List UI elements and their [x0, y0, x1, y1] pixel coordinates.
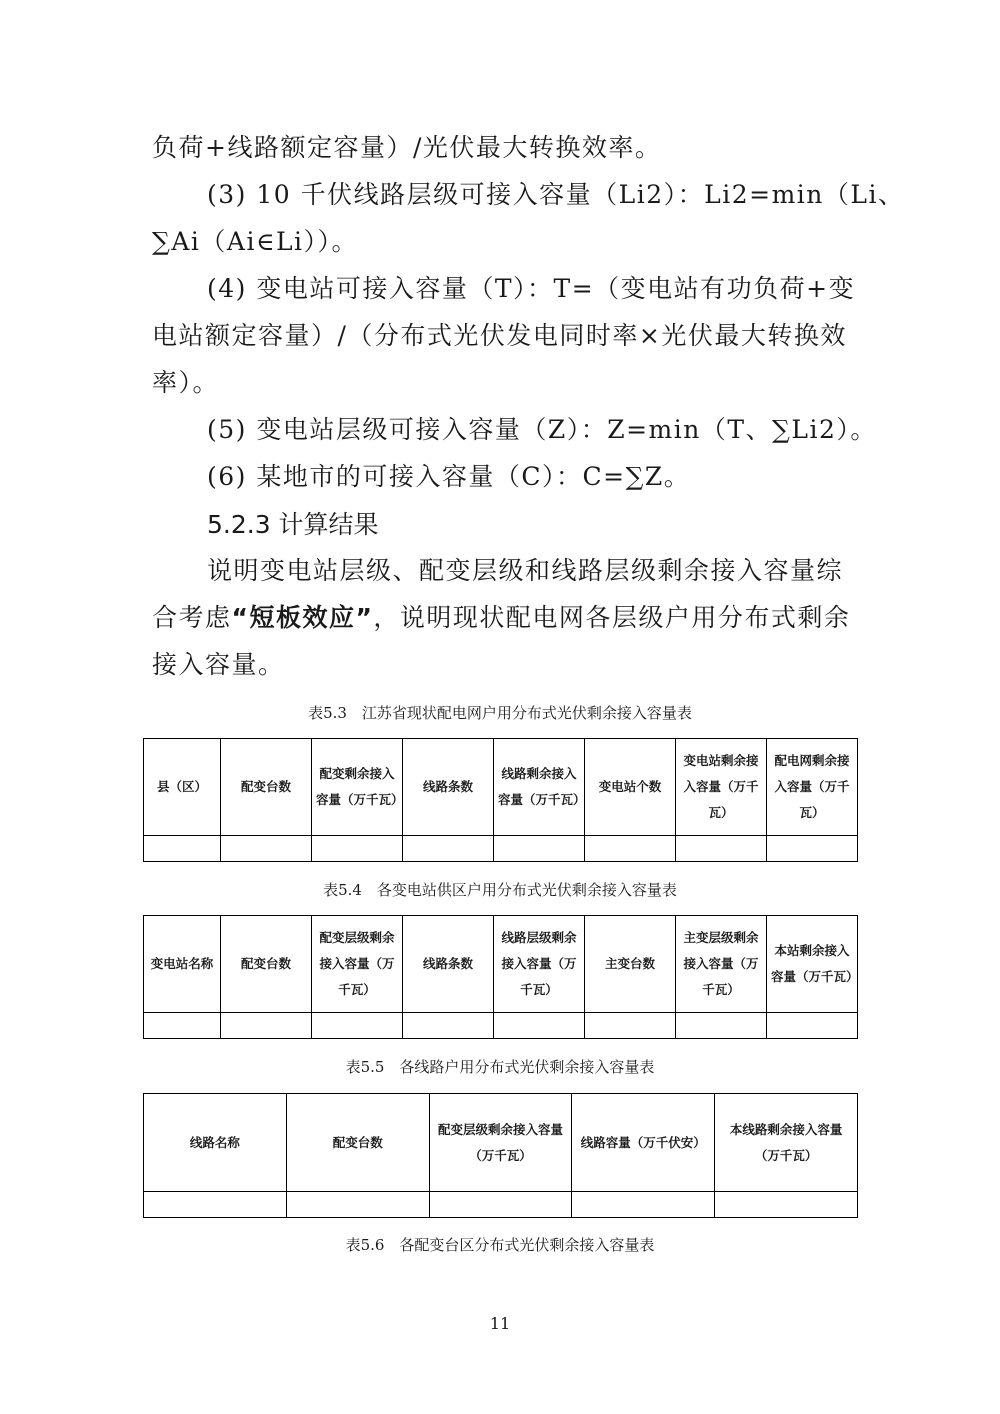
table-header-cell: 变电站剩余接入容量（万千瓦）	[676, 739, 767, 836]
para-line-4: (4) 变电站可接入容量（T）：T=（变电站有功负荷+变	[207, 274, 856, 303]
section-heading: 5.2.3 计算结果	[207, 510, 379, 539]
table-cell	[221, 1013, 312, 1039]
table-header-row	[144, 916, 858, 1013]
table-header-cell: 配变台数	[221, 916, 312, 1013]
table-cell	[312, 1013, 403, 1039]
table-header-row	[144, 739, 858, 836]
table-header-cell: 配变剩余接入容量（万千瓦）	[312, 739, 403, 836]
para-line-6: 率）。	[152, 368, 220, 397]
table-cell	[676, 836, 767, 862]
table-cell	[144, 1013, 221, 1039]
table-header-cell: 县（区）	[144, 739, 221, 836]
table-header-cell: 主变台数	[585, 916, 676, 1013]
table-5-5	[143, 1093, 858, 1218]
table-header-cell: 配变台数	[286, 1094, 429, 1192]
table-caption-5-3: 表5.3 江苏省现状配电网户用分布式光伏剩余接入容量表	[308, 704, 692, 722]
table-cell	[767, 836, 858, 862]
table-header-cell: 线路条数	[403, 739, 494, 836]
table-cell	[585, 836, 676, 862]
table-caption-5-5: 表5.5 各线路户用分布式光伏剩余接入容量表	[345, 1058, 655, 1076]
table-cell	[221, 836, 312, 862]
table-cell	[715, 1192, 858, 1218]
para-line-5: 电站额定容量）/（分布式光伏发电同时率×光伏最大转换效	[152, 321, 847, 350]
table-cell	[572, 1192, 715, 1218]
table-cell	[767, 1013, 858, 1039]
table-cell	[403, 836, 494, 862]
table-5-4	[143, 915, 858, 1039]
para-line-3: ∑Ai（Ai∈Li））。	[152, 227, 359, 256]
table-cell	[429, 1192, 572, 1218]
table-cell	[676, 1013, 767, 1039]
table-header-cell: 线路剩余接入容量（万千瓦）	[494, 739, 585, 836]
table-header-cell: 主变层级剩余接入容量（万千瓦）	[676, 916, 767, 1013]
table-header-row	[144, 1094, 858, 1192]
table-header-cell: 线路名称	[144, 1094, 287, 1192]
table-row	[144, 1192, 858, 1218]
table-header-cell: 变电站名称	[144, 916, 221, 1013]
table-row	[144, 1013, 858, 1039]
table-cell	[494, 1013, 585, 1039]
table-cell	[286, 1192, 429, 1218]
table-header-cell: 变电站个数	[585, 739, 676, 836]
table-row	[144, 836, 858, 862]
table-cell	[312, 836, 403, 862]
table-header-cell: 线路条数	[403, 916, 494, 1013]
table-header-cell: 线路层级剩余接入容量（万千瓦）	[494, 916, 585, 1013]
table-cell	[403, 1013, 494, 1039]
table-cell	[585, 1013, 676, 1039]
table-header-cell: 本线路剩余接入容量（万千瓦）	[715, 1094, 858, 1192]
page-number: 11	[489, 1314, 511, 1333]
table-header-cell: 配变层级剩余接入容量（万千瓦）	[429, 1094, 572, 1192]
table-caption-5-6: 表5.6 各配变台区分布式光伏剩余接入容量表	[345, 1236, 655, 1254]
table-caption-5-4: 表5.4 各变电站供区户用分布式光伏剩余接入容量表	[323, 881, 677, 899]
para-line-11: 接入容量。	[152, 650, 285, 679]
table-header-cell: 配变层级剩余接入容量（万千瓦）	[312, 916, 403, 1013]
table-5-3	[143, 738, 858, 862]
para-line-2: (3) 10 千伏线路层级可接入容量（Li2）：Li2=min（Li、	[207, 180, 905, 209]
table-header-cell: 线路容量（万千伏安）	[572, 1094, 715, 1192]
table-cell	[494, 836, 585, 862]
para-line-8: (6) 某地市的可接入容量（C）：C=∑Z。	[207, 462, 691, 491]
table-header-cell: 配变台数	[221, 739, 312, 836]
para-line-7: (5) 变电站层级可接入容量（Z）：Z=min（T、∑Li2）。	[207, 415, 877, 444]
table-header-cell: 本站剩余接入容量（万千瓦）	[767, 916, 858, 1013]
table-cell	[144, 1192, 287, 1218]
emphasis-text: “短板效应”	[231, 603, 374, 632]
table-cell	[144, 836, 221, 862]
para-line-1: 负荷+线路额定容量）/光伏最大转换效率。	[152, 133, 662, 162]
para-line-10: 合考虑“短板效应”，说明现状配电网各层级户用分布式剩余	[152, 603, 851, 632]
table-header-cell: 配电网剩余接入容量（万千瓦）	[767, 739, 858, 836]
para-line-9: 说明变电站层级、配变层级和线路层级剩余接入容量综	[207, 556, 844, 585]
